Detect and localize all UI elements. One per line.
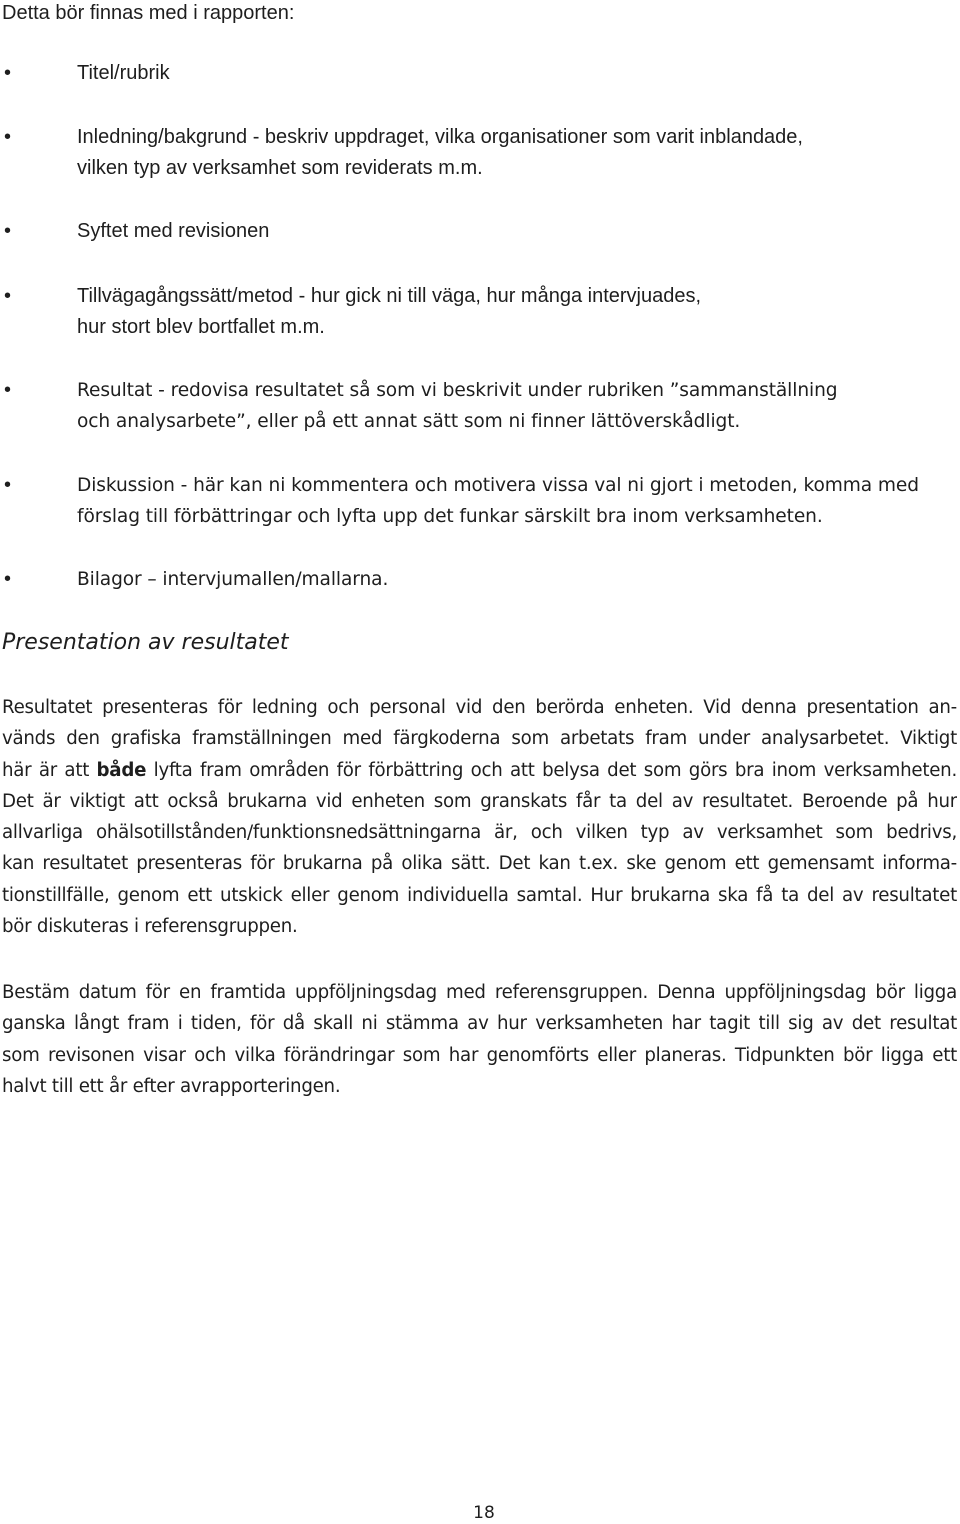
paragraph-line: Bestäm datum för en framtida uppföljningsdag med referensgruppen. Denna uppföljningsdag bör ligga: [2, 982, 957, 1003]
bullet-marker: •: [4, 220, 12, 242]
paragraph-line: ganska långt fram i tiden, för då skall ni stämma av hur verksamheten har tagit till sig av det resultat: [2, 1013, 957, 1035]
bullet-marker: •: [4, 568, 12, 590]
bullet-marker: •: [4, 126, 12, 148]
bullet-marker: •: [4, 474, 12, 496]
paragraph-line: allvarliga ohälsotillstånden/funktionsnedsättningarna är, och vilken typ av verksamhet som bedrivs,: [2, 822, 957, 844]
bullet-marker: •: [4, 379, 12, 401]
list-item-text: Tillvägagångssätt/metod - hur gick ni till väga, hur många intervjuades, hur stort blev bortfallet m.m.: [77, 285, 702, 338]
bullet-marker: •: [4, 285, 12, 307]
paragraph-fragment: här är att: [2, 759, 97, 781]
paragraph-line: vänds den grafiska framställningen med färgkoderna som arbetats fram under analysarbetet. Viktigt: [2, 728, 957, 750]
list-item-text: Resultat - redovisa resultatet så som vi beskrivit under rubriken ”sammanställning och analysarbete”, eller på ett annat sätt som ni finner lättöverskådligt.: [77, 380, 838, 432]
paragraph-line-with-bold: [2, 755, 957, 786]
intro-text: Detta bör finnas med i rapporten:: [2, 2, 295, 24]
paragraph-line: kan resultatet presenteras för brukarna på olika sätt. Det kan t.ex. ske genom ett gemensamt informa-: [2, 853, 957, 875]
paragraph-line: tionstillfälle, genom ett utskick eller genom individuella samtal. Hur brukarna ska få ta del av resultatet: [2, 884, 957, 906]
paragraph-line: Resultatet presenteras för ledning och personal vid den berörda enheten. Vid denna presentation an-: [2, 697, 957, 718]
paragraph-line: som revisonen visar och vilka förändringar som har genomförts eller planeras. Tidpunkten bör ligga ett: [2, 1044, 957, 1066]
paragraph-line: bör diskuteras i referensgruppen.: [2, 916, 298, 938]
paragraph-line: Det är viktigt att också brukarna vid enheten som granskats får ta del av resultatet. Beroende på hur: [2, 790, 957, 812]
paragraph-fragment: lyfta fram områden för förbättring och att belysa det som görs bra inom verksamheten.: [153, 759, 957, 781]
bold-word: både: [96, 759, 147, 781]
page-number: 18: [473, 1503, 495, 1523]
list-item-text: Titel/rubrik: [77, 62, 170, 84]
list-item-text: Syftet med revisionen: [77, 220, 270, 242]
paragraph-line: halvt till ett år efter avrapporteringen.: [2, 1075, 341, 1097]
list-item-text: Diskussion - här kan ni kommentera och motivera vissa val ni gjort i metoden, komma med förslag till förbättringar och lyfta upp det funkar särskilt bra inom verksamheten.: [77, 475, 919, 527]
list-item-text: Inledning/bakgrund - beskriv uppdraget, vilka organisationer som varit inblandade, vilken typ av verksamhet som reviderats m.m.: [77, 126, 803, 179]
bullet-marker: •: [4, 62, 12, 84]
section-heading: Presentation av resultatet: [2, 630, 289, 655]
list-item-text: Bilagor – intervjumallen/mallarna.: [77, 569, 389, 590]
paragraph-presentation: [2, 692, 957, 942]
paragraph-follow-up: [2, 977, 957, 1102]
